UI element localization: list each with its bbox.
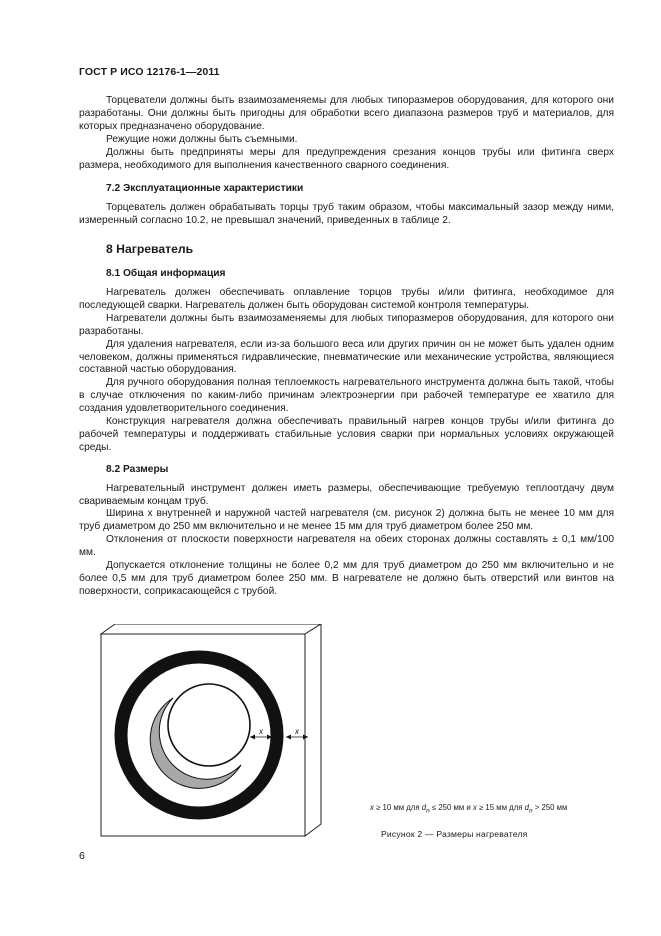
inner-circle [168,684,250,766]
figure-caption: Рисунок 2 — Размеры нагревателя [381,829,528,839]
formula-part: ≤ 250 мм и [429,803,473,812]
formula-part: x [370,803,374,812]
paragraph: Должны быть предприняты меры для предупреждения срезания концов трубы или фитинга сверх размера, необходимого для выполнения качественного сварного соединения. [79,146,614,171]
formula-part: > 250 мм [532,803,568,812]
page-number: 6 [79,850,85,862]
paragraph: Для ручного оборудования полная теплоемкость нагревательного инструмента должна быть такой, чтобы в случае отключения по каким-либо причинам электроэнергии при рабочей температуре ее хватило для создания удовлетворительного соединения. [79,377,614,415]
paragraph: Режущие ножи должны быть съемными. [106,133,298,145]
document-header: ГОСТ Р ИСО 12176-1—2011 [79,66,220,78]
subsection-heading-8-2: 8.2 Размеры [106,463,169,475]
heater-top-face [101,624,321,634]
paragraph: Отклонения от плоскости поверхности нагревателя на обеих сторонах должны составлять ± 0,1 мм/100 мм. [79,534,614,559]
formula-part: d [524,803,529,812]
paragraph: Ширина x внутренней и наружной частей нагревателя (см. рисунок 2) должна быть не менее 10 мм для труб диаметром до 250 мм включительно и не менее 15 мм для труб диаметром более 250 мм. [79,508,614,533]
formula-part: n [426,807,430,815]
paragraph: Допускается отклонение толщины не более 0,2 мм для труб диаметром до 250 мм включительно и не более 0,5 мм для труб диаметром более 250 мм. В нагревателе не должно быть отверстий или винтов на поверхности, соприкасающейся с трубой. [79,560,614,597]
paragraph: Нагревательный инструмент должен иметь размеры, обеспечивающие требуемую теплоотдачу двум свариваемым концам труб. [79,482,614,507]
paragraph: Торцеватели должны быть взаимозаменяемы для любых типоразмеров оборудования, для которого они разработаны. Они должны быть пригодны для обработки всего диапазона размеров труб и материалов, для которых предназначено оборудование. [79,95,614,132]
formula-part: n [528,807,533,815]
formula-part: ≥ 10 мм для [373,803,422,812]
dimension-label-x: x [295,727,299,736]
paragraph: Конструкция нагревателя должна обеспечивать правильный нагрев концов трубы и/или фитинга до рабочей температуры и поддерживать стабильные условия сварки при нормальных условиях окружающей среды. [79,416,614,453]
section-heading-8: 8 Нагреватель [106,242,194,257]
paragraph: Для удаления нагревателя, если из-за большого веса или других причин он не может быть удален одним человеком, должны применяться гидравлические, пневматические или механические устройства, являющиеся составной частью оборудования. [79,338,614,376]
paragraph: Нагреватели должны быть взаимозаменяемы для любых типоразмеров оборудования, для которого они разработаны. [79,312,614,337]
formula-part: x [472,803,477,812]
document-body [79,95,614,599]
paragraph: Нагреватель должен обеспечивать оплавление торцов трубы и/или фитинга, необходимое для последующей сварки. Нагреватель должен быть оборудован системой контроля температуры. [79,286,614,311]
subsection-heading-8-1: 8.1 Общая информация [106,268,226,280]
heater-side-face [305,624,321,836]
formula-part: ≥ 15 мм для [476,803,525,812]
figure-formula [370,803,567,815]
paragraph: Торцеватель должен обрабатывать торцы труб таким образом, чтобы максимальный зазор между ними, измеренный согласно 10.2, не превышал значений, приведенных в таблице 2. [79,202,614,227]
heater-figure [95,624,325,838]
dimension-label-x: x [259,727,263,736]
subsection-heading-7-2: 7.2 Эксплуатационные характеристики [106,183,304,195]
formula-part: d [421,803,427,812]
